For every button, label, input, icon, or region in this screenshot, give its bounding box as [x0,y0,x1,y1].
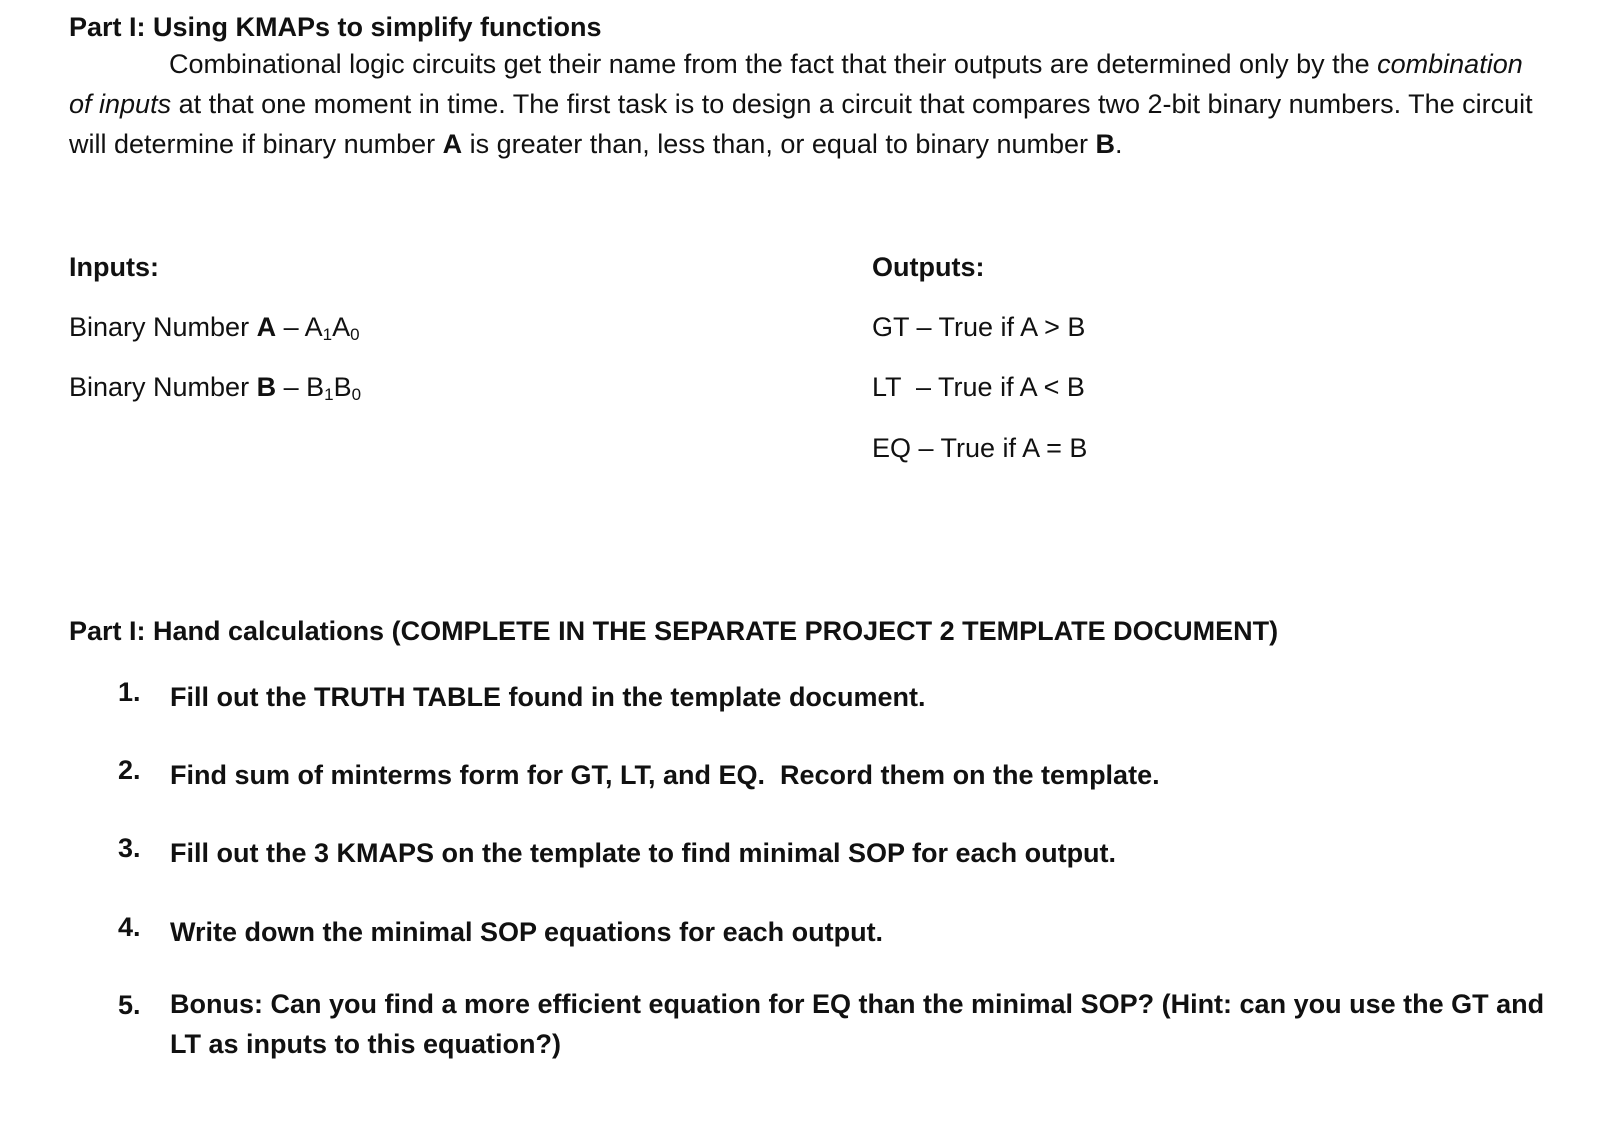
output-eq: EQ – True if A = B [872,433,1088,463]
intro-text-2: at that one moment in time. The first task is to design a circuit that compares two 2-bit binary numbers. The circuit will determine if binary number [69,89,1533,159]
list-item-2-number: 2. [118,755,141,785]
intro-bold-b: B [1095,129,1116,159]
list-item-2-text: Find sum of minterms form for GT, LT, and EQ. Record them on the template. [170,760,1160,790]
intro-text-end: . [1115,129,1123,159]
hand-calc-heading: Part I: Hand calculations (COMPLETE IN THE SEPARATE PROJECT 2 TEMPLATE DOCUMENT) [69,616,1279,646]
intro-bold-a: A [442,129,463,159]
intro-italic: combination of inputs [69,49,1523,119]
intro-text-1: Combinational logic circuits get their name from the fact that their outputs are determined only by the [169,49,1370,79]
output-lt: LT – True if A < B [872,372,1085,402]
list-item-4-text: Write down the minimal SOP equations for each output. [170,917,884,947]
list-item-4-number: 4. [118,912,141,942]
outputs-label: Outputs: [872,252,985,282]
inputs-label: Inputs: [69,252,159,282]
list-item-3-number: 3. [118,833,141,863]
list-item-5-number: 5. [118,990,141,1020]
list-item-1-number: 1. [118,677,141,707]
input-a-line: Binary Number A – $A_1A_0$ [69,312,360,344]
part1-heading: Part I: Using KMAPs to simplify functions [69,12,602,42]
list-item-1-text: Fill out the TRUTH TABLE found in the template document. [170,682,926,712]
list-item-3-text: Fill out the 3 KMAPS on the template to find minimal SOP for each output. [170,838,1117,868]
output-gt: GT – True if A > B [872,312,1086,342]
list-item-5-text: Bonus: Can you find a more efficient equation for EQ than the minimal SOP? (Hint: can you use the GT and LT as inputs to this equation?) [170,989,1545,1059]
intro-paragraph [69,44,1549,164]
input-b-line: Binary Number B – $B_1B_0$ [69,372,362,404]
intro-text-3: is greater than, less than, or equal to binary number [462,129,1096,159]
